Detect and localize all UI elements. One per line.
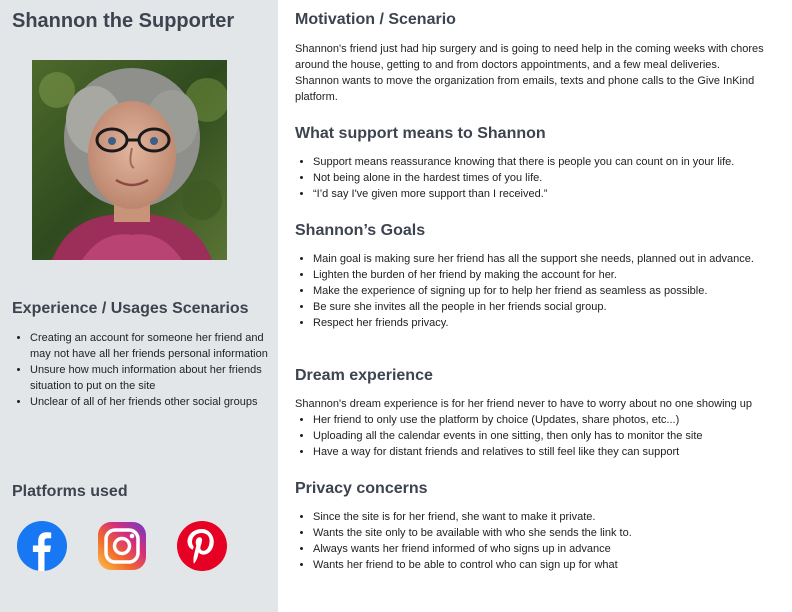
list-item: • Always wants her friend informed of who signs up in advance <box>313 541 783 557</box>
motivation-heading: Motivation / Scenario <box>295 11 456 28</box>
support-heading: What support means to Shannon <box>295 125 546 142</box>
instagram-icon <box>97 521 147 571</box>
dream-list <box>295 412 783 460</box>
list-item: • Creating an account for someone her friend and may not have all her friends personal information <box>30 330 280 362</box>
experience-list <box>12 330 280 410</box>
persona-title: Shannon the Supporter <box>12 10 235 32</box>
list-item: • Uploading all the calendar events in one sitting, then only has to monitor the site <box>313 428 783 444</box>
list-item: • Wants the site only to be available with who she sends the link to. <box>313 525 783 541</box>
experience-heading: Experience / Usages Scenarios <box>12 300 249 317</box>
persona-sidebar <box>0 0 278 612</box>
support-list <box>295 154 783 202</box>
list-item: • Unsure how much information about her friends situation to put on the site <box>30 362 280 394</box>
dream-intro: Shannon's dream experience is for her friend never to have to worry about no one showing up <box>295 398 753 410</box>
facebook-icon <box>17 521 67 571</box>
list-item: • Wants her friend to be able to control who can sign up for what <box>313 557 783 573</box>
pinterest-icon <box>177 521 227 571</box>
list-item: • Her friend to only use the platform by choice (Updates, share photos, etc...) <box>313 412 783 428</box>
privacy-heading: Privacy concerns <box>295 480 428 497</box>
list-item: • Since the site is for her friend, she want to make it private. <box>313 509 783 525</box>
list-item: • Make the experience of signing up for to help her friend as seamless as possible. <box>313 283 783 299</box>
dream-heading: Dream experience <box>295 367 433 384</box>
goals-list <box>295 251 783 331</box>
list-item: • Support means reassurance knowing that there is people you can count on in your life. <box>313 154 783 170</box>
persona-photo <box>32 60 227 260</box>
motivation-text: Shannon's friend just had hip surgery and is going to need help in the coming weeks with chores around the house, getting to and from doctors appointments, and a few meal deliveries. Shannon wants to move the organization from emails, texts and phone calls to the Give InKind platform. <box>295 43 764 103</box>
goals-heading: Shannon’s Goals <box>295 222 426 239</box>
persona-photo-image <box>32 60 227 260</box>
list-item: • Have a way for distant friends and relatives to still feel like they can support <box>313 444 783 460</box>
list-item: • “I’d say I've given more support than I received.” <box>313 186 783 202</box>
list-item: • Be sure she invites all the people in her friends social group. <box>313 299 783 315</box>
privacy-list <box>295 509 783 573</box>
list-item: • Unclear of all of her friends other social groups <box>30 394 280 410</box>
list-item: • Lighten the burden of her friend by making the account for her. <box>313 267 783 283</box>
platforms-heading: Platforms used <box>12 483 128 500</box>
list-item: • Respect her friends privacy. <box>313 315 783 331</box>
list-item: • Main goal is making sure her friend has all the support she needs, planned out in advance. <box>313 251 783 267</box>
list-item: • Not being alone in the hardest times of you life. <box>313 170 783 186</box>
